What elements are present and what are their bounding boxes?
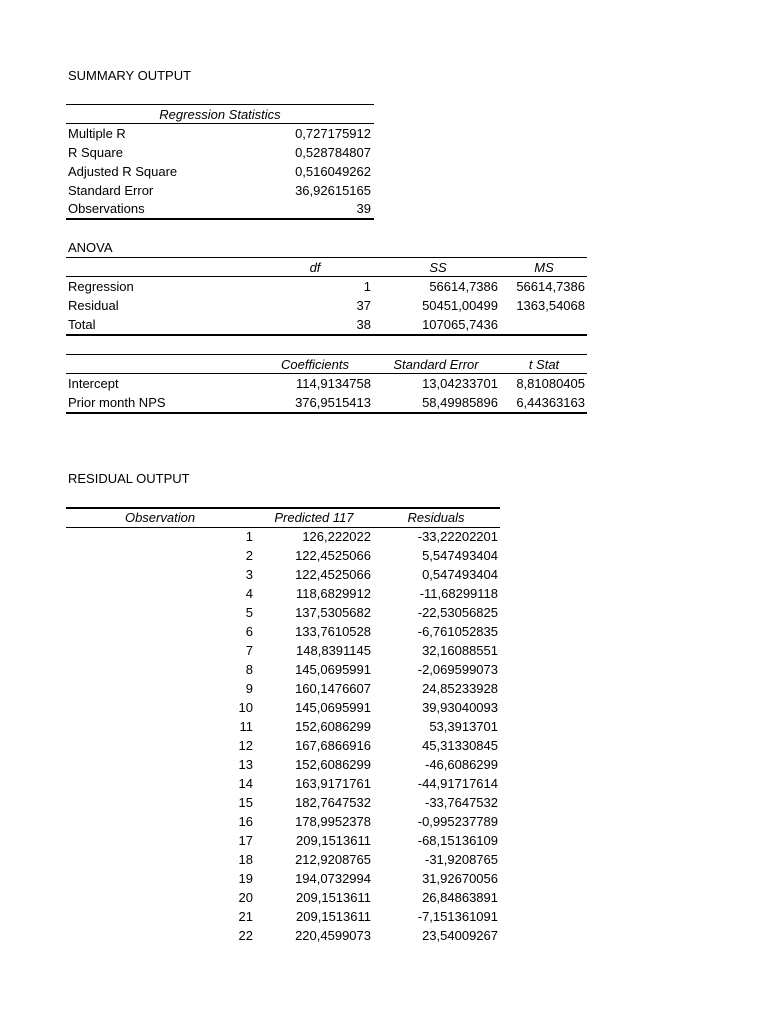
anova-label: Residual (68, 298, 119, 313)
residual-predicted: 148,8391145 (296, 643, 371, 658)
residual-predicted: 133,7610528 (295, 624, 371, 639)
residual-value: -2,069599073 (417, 662, 498, 677)
residual-value: 53,3913701 (429, 719, 498, 734)
residual-observation: 12 (238, 738, 253, 753)
residual-observation: 20 (238, 890, 253, 905)
residual-value: 0,547493404 (422, 567, 498, 582)
residual-predicted: 152,6086299 (295, 757, 371, 772)
residual-predicted: 194,0732994 (295, 871, 371, 886)
coef-bottom-border (66, 412, 587, 414)
residual-header-observation: Observation (124, 510, 196, 525)
residual-predicted: 182,7647532 (295, 795, 371, 810)
residual-predicted: 160,1476607 (295, 681, 371, 696)
anova-df: 1 (363, 279, 371, 294)
anova-df: 37 (356, 298, 371, 313)
coef-standard-error: 13,04233701 (422, 376, 498, 391)
residual-value: -68,15136109 (417, 833, 498, 848)
anova-ms: 56614,7386 (516, 279, 585, 294)
anova-header-df: df (309, 260, 321, 275)
residual-value: -33,7647532 (424, 795, 498, 810)
residual-value: -6,761052835 (417, 624, 498, 639)
summary-title: SUMMARY OUTPUT (68, 68, 192, 83)
residual-title: RESIDUAL OUTPUT (68, 471, 190, 486)
anova-header-ms: MS (534, 260, 554, 275)
residual-predicted: 209,1513611 (296, 909, 371, 924)
residual-value: -11,68299118 (419, 586, 498, 601)
anova-ms: 1363,54068 (516, 298, 585, 313)
anova-ss: 107065,7436 (422, 317, 498, 332)
residual-value: 5,547493404 (422, 548, 498, 563)
regstats-header: Regression Statistics (159, 107, 281, 122)
residual-predicted: 126,222022 (302, 529, 371, 544)
residual-value: 39,93040093 (422, 700, 498, 715)
residual-value: 45,31330845 (422, 738, 498, 753)
residual-predicted: 209,1513611 (296, 890, 371, 905)
residual-observation: 19 (238, 871, 253, 886)
residual-value: 23,54009267 (422, 928, 498, 943)
anova-header-ss: SS (429, 260, 447, 275)
regstats-value: 0,516049262 (295, 164, 371, 179)
regstats-value: 0,727175912 (295, 126, 371, 141)
coef-t-stat: 6,44363163 (516, 395, 585, 410)
regstats-value: 36,92615165 (295, 183, 371, 198)
coef-header-t-stat: t Stat (528, 357, 560, 372)
residual-predicted: 145,0695991 (295, 700, 371, 715)
residual-predicted: 163,9171761 (295, 776, 371, 791)
residual-observation: 16 (238, 814, 253, 829)
regstats-label: Adjusted R Square (68, 164, 178, 179)
anova-label: Regression (68, 279, 134, 294)
coef-label: Intercept (68, 376, 119, 391)
residual-value: -31,9208765 (424, 852, 498, 867)
residual-observation: 6 (245, 624, 253, 639)
residual-predicted: 167,6866916 (295, 738, 371, 753)
residual-predicted: 122,4525066 (295, 548, 371, 563)
residual-header-residuals: Residuals (407, 510, 465, 525)
coef-header-standard-error: Standard Error (393, 357, 479, 372)
regstats-label: Standard Error (68, 183, 154, 198)
regstats-label: Observations (68, 201, 145, 216)
anova-ss: 50451,00499 (422, 298, 498, 313)
anova-bottom-border (66, 334, 587, 336)
coef-value: 376,9515413 (295, 395, 371, 410)
residual-predicted: 137,5305682 (295, 605, 371, 620)
residual-predicted: 122,4525066 (295, 567, 371, 582)
residual-value: -33,22202201 (417, 529, 498, 544)
anova-ss: 56614,7386 (429, 279, 498, 294)
residual-value: 24,85233928 (422, 681, 498, 696)
residual-predicted: 212,9208765 (295, 852, 371, 867)
regstats-value: 39 (356, 201, 371, 216)
anova-label: Total (68, 317, 96, 332)
residual-value: -7,151361091 (417, 909, 498, 924)
residual-predicted: 220,4599073 (295, 928, 371, 943)
coef-standard-error: 58,49985896 (422, 395, 498, 410)
residual-observation: 2 (245, 548, 253, 563)
residual-observation: 4 (245, 586, 253, 601)
residual-predicted: 152,6086299 (295, 719, 371, 734)
residual-observation: 13 (238, 757, 253, 772)
residual-value: -22,53056825 (417, 605, 498, 620)
residual-observation: 11 (239, 719, 253, 734)
coef-label: Prior month NPS (68, 395, 166, 410)
residual-observation: 18 (238, 852, 253, 867)
coef-value: 114,9134758 (296, 376, 371, 391)
regstats-value: 0,528784807 (295, 145, 371, 160)
residual-predicted: 178,9952378 (295, 814, 371, 829)
regstats-bottom-border (66, 218, 374, 220)
residual-predicted: 118,6829912 (296, 586, 371, 601)
residual-observation: 10 (238, 700, 253, 715)
residual-value: 31,92670056 (422, 871, 498, 886)
residual-predicted: 145,0695991 (295, 662, 371, 677)
residual-observation: 9 (245, 681, 253, 696)
anova-title: ANOVA (68, 240, 113, 255)
residual-observation: 8 (245, 662, 253, 677)
residual-observation: 15 (238, 795, 253, 810)
regstats-label: R Square (68, 145, 123, 160)
residual-observation: 7 (245, 643, 253, 658)
residual-value: -46,6086299 (424, 757, 498, 772)
residual-header-predicted: Predicted 117 (274, 510, 354, 525)
residual-predicted: 209,1513611 (296, 833, 371, 848)
coef-header-coefficients: Coefficients (281, 357, 349, 372)
residual-observation: 22 (238, 928, 253, 943)
residual-value: 26,84863891 (422, 890, 498, 905)
regstats-label: Multiple R (68, 126, 126, 141)
residual-observation: 1 (245, 529, 253, 544)
residual-observation: 5 (245, 605, 253, 620)
residual-value: 32,16088551 (422, 643, 498, 658)
residual-observation: 17 (238, 833, 253, 848)
residual-observation: 14 (238, 776, 253, 791)
residual-observation: 3 (245, 567, 253, 582)
residual-observation: 21 (238, 909, 253, 924)
residual-value: -0,995237789 (417, 814, 498, 829)
residual-value: -44,91717614 (417, 776, 498, 791)
coef-t-stat: 8,81080405 (516, 376, 585, 391)
anova-df: 38 (356, 317, 371, 332)
